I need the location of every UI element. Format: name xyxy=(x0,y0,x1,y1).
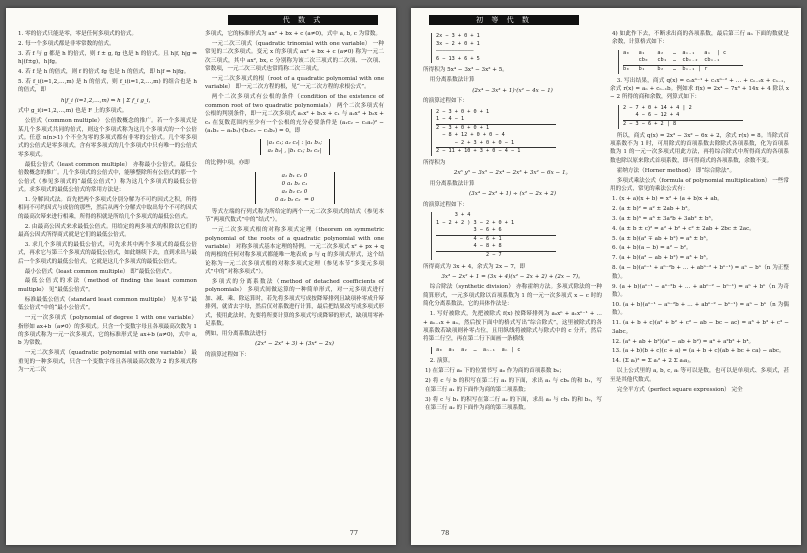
calculation-block: 2x − 3 + 0 + 1 3x − 2 + 0 + 1 ―――――――――――― 6 − 13 + 6 + 5 xyxy=(431,33,602,63)
page-number: 77 xyxy=(349,529,358,537)
entry-horner-method: 霍纳方法（Horner method） 即“综合除法”。 xyxy=(616,167,736,174)
entry-quadratic-polynomial: 一元二次多项式（quadratic polynomial with one variable） 最重见的一种多项式，只含一个变数字母且各项最高次数为 2 的多项式称为一元二次 xyxy=(18,350,197,374)
determinant-ratio: |a₁ c₁; a₂ c₂| : |a₁ b₁; a₂ b₂| , |b₁ c₁; b₂ c₂| xyxy=(260,139,330,155)
paragraph: 所得商式为 3x + 4，余式为 2x − 7，即 xyxy=(423,263,526,270)
paragraph: 2. 演算。 xyxy=(429,358,454,365)
paragraph: 多项式，它的标准形式为 ax² + bx + c (a≠0)，式中 a, b, c 为常数。 xyxy=(205,31,381,37)
formula-item: 2. (a ± b)² = a² ± 2ab + b²。 xyxy=(612,205,694,212)
paragraph: 用分离系数法计算 xyxy=(429,77,475,84)
formula-item: 8. (a − b)(aⁿ⁻¹ + aⁿ⁻²b + … + abⁿ⁻² + bⁿ⁻¹) = aⁿ − bⁿ（n 为正整数）。 xyxy=(612,265,789,280)
entry-linear-polynomial: 一元一次多项式（polynomial of degree 1 with one variable） 指形如 ax+b（a≠0）的多项式。只含一个变数字母且各项最高次数为 1 的多项式称为一元一次多项式，它的标准形式是 ax+b (a≠0)，式中 a, b 为常数。 xyxy=(18,315,197,347)
right-page-column-2 xyxy=(610,30,789,525)
entry-synthetic-division: 综合除法（synthetic division） 亦称霍纳方法。多项式除法的一种简算形式，一元多项式除以首项系数为 1 的一元一次多项式 x − c 时的简化分离系数法，它的具体作法是： xyxy=(423,284,602,308)
formula-item: 4. (a ± b ± c)² = a² + b² + c² ± 2ab + 2bc ± 2ac。 xyxy=(612,225,755,232)
entry-multiplication-formula: 多项式乘法公式（formula of polynomial multiplication） 一些常用的公式，常见的乘法公式有： xyxy=(610,177,789,193)
paragraph: 的比例中项，亦即 xyxy=(205,160,250,167)
list-item: 1) 在第三行 a₀ 下的位置书写 a₀ 作为商的首项系数 b₀； xyxy=(425,368,565,375)
paragraph: 1. 零的倍式只能是零，零是任何多项式的倍式。 xyxy=(18,31,137,37)
formula: 3x³ − 2x² + 1 = (3x + 4)(x² − 2x + 2) + (2x − 7)。 xyxy=(441,274,584,281)
resultant-determinant: a₁ b₁ c₁ 0 0 a₁ b₁ c₁ a₂ b₂ c₂ 0 0 a₂ b₂ c₂ = 0 xyxy=(255,172,335,204)
paragraph: 所得积为 5x⁴ − 3x³ − 3x² + 5。 xyxy=(423,67,508,74)
formula-item: 7. (a + b)(a² − ab + b²) = a³ + b³。 xyxy=(612,255,712,262)
entry-common-multiple: 公倍式（common multiple） 公倍数概念的推广。若一个多项式是某几个多项式共同的倍式，则这个多项式称为这几个多项式的一个公倍式。任意 n(n>1) 个不全为零的多项式都有非零的公倍式。几个零多项式的公倍式是零多项式，含有零多项式的几个多项式中只有唯一的公倍式零多项式。 xyxy=(18,118,197,158)
formula-item: 11. (a + b + c)(a² + b² + c² − ab − bc − ac) = a³ + b³ + c³ − 3abc。 xyxy=(612,320,789,335)
paragraph: 的演算过程如下： xyxy=(423,98,468,105)
formula-item: 3. (a ± b)³ = a³ ± 3a²b + 3ab² ± b³。 xyxy=(612,215,717,222)
formula-item: 5. (a ± b)(a² ∓ ab + b²) = a³ ± b³。 xyxy=(612,235,712,242)
entry: 最低公倍式的求法（method of finding the least common multiple） 见“最低公倍式”。 xyxy=(18,278,197,293)
right-page-column-1 xyxy=(423,30,602,525)
paragraph: 4. 若 f 是 h 的倍式，则 f 的倍式 fg 也是 h 的倍式，即 h|f ⇒ h|fg。 xyxy=(18,69,190,76)
formula: (2x³ − 2x² + 3) + (3x⁴ − 2x) xyxy=(255,341,334,348)
synthetic-division-example: 2 − 7 + 0 + 14 + 4 | 2 4 − 6 − 12 + 4 2 − 3 − 6 + 2 | 8 xyxy=(618,105,789,129)
paragraph: 例如，用分离系数法进行 xyxy=(205,330,267,337)
division-layout: 3 + 4 1 − 2 + 2 ) 3 − 2 + 0 + 1 3 − 6 + 6 4 − 6 + 1 4 − 8 + 8 2 − 7 xyxy=(431,212,602,260)
paragraph: 3. 写出结果，商式 q(x) = c₀xⁿ⁻¹ + c₁xⁿ⁻² + … + cₙ₋₂x + cₙ₋₁，余式 r(x) = aₙ + cₙ₋₁b。例如求 f(x) = 2x⁴ − 7x³ + 14x + 4 除以 x − 2 所得的商和余数，列算式如下： xyxy=(610,77,789,101)
formula: (3x⁴ − 2x³ + 1) ÷ (x² − 2x + 2) xyxy=(468,191,557,198)
right-page-banner: 初 等 代 数 xyxy=(429,15,579,25)
paragraph: 3. 求几个多项式的最低公倍式，可先求其中两个多项式的最低公倍式，再求它与第三个多项式的最低公倍式，如此继续下去，直到求出与最后一个多项式的最低公倍式，它就是这几个多项式的最低公倍式。 xyxy=(18,241,197,265)
paragraph: 1. 分解因式法。首先把两个多项式分别分解为不可约因式之积，所得相同不可约因式与成倍的那些，然后从两个分解式中取出每个不可约因式的最高次幂来进行相乘，所得的积就是所给几个多项式的最低公倍式。 xyxy=(18,196,197,220)
list-item: 3) 将 c 与 b₁ 的积写在第二行 a₂ 的下面，求出 a₂ 与 cb₁ 的和 b₂，写在第三行 a₂ 的下面作为商的第三项系数。 xyxy=(425,396,602,411)
paragraph: 以上公式里的 a, b, c, aᵢ 等可以是数，也可以是单项式、多项式，甚至是其他代数式。 xyxy=(610,368,789,383)
entry: 标准最低公倍式（standard least common multiple） 见本节“最低公倍式”中的“最小公倍式”。 xyxy=(18,296,197,312)
formula-item: 9. (a + b)(aⁿ⁻¹ − aⁿ⁻²b + … + abⁿ⁻² − bⁿ⁻¹) = aⁿ + bⁿ（n 为奇数）。 xyxy=(612,283,789,298)
formula: (2x⁴ − 3x³ + 1)·(x² − 4x − 1) xyxy=(472,87,553,94)
list-item: 4) 如此作下去，不断求出商的各项系数，最后第三行 aₙ 下面的数就是余数，计算格式如下： xyxy=(612,31,789,46)
formula-item: 1. (x + a)(x + b) = x² + (a + b)x + ab。 xyxy=(612,195,723,202)
formula-item: 12. (a² + ab + b²)(a² − ab + b²) = a⁴ + a²b² + b⁴。 xyxy=(612,338,755,345)
paragraph: 1. 写好被除式，先把被除式 f(x) 按降幂排列为 a₀xⁿ + a₁xⁿ⁻¹ + … + aₙ₋₁x + aₙ，然后按下面中的格式写出“综合除式”，这里被除式的各项系数若缺项则补零占位，且用纵线将被除式与除式中的 c 分开，然后将第二行空，再在第二行下面画一条横线 xyxy=(423,311,602,343)
paragraph: 等式左端的行列式称为所给定的两个一元二次多项式的结式（参见本节“两项代数式”中的“结式”）。 xyxy=(205,208,384,224)
page-number: 78 xyxy=(441,529,450,537)
paragraph: 2. 由最高公因式来求最低公倍式。用给定的两多项式的积除以它们的最高公因式所得商式就是它们的最低公倍式。 xyxy=(18,223,197,238)
multiplication-layout: 2 − 3 + 0 + 0 + 1 1 − 4 − 1 2 − 3 + 0 + 0 + 1 − 8 + 12 + 0 + 0 − 4 − 2 + 3 + 0 + 0 − 1 2 − 11 + 10 + 3 + 0 − 4 − 1 xyxy=(431,109,602,157)
formula: 2x⁶ y⁵ − 3x⁵ − 2x⁴ − 2x³ + 3x² − 6x − 1。 xyxy=(453,170,572,177)
entry-perfect-square: 完全平方式（perfect square expression） 完全 xyxy=(616,386,743,393)
paragraph: 2. 每一个多项式都是非零常数的倍式。 xyxy=(18,40,115,47)
formula-item: 6. (a + b)(a − b) = a² − b²。 xyxy=(612,245,692,252)
paragraph: 所以，商式 q(x) = 2x³ − 3x² − 6x + 2，余式 r(x) = 8。当除式首项系数不为 1 时，可用除式的首项系数去除除式各项系数，化为首项系数为 1 的一元一次多项式用此方法，再将综合除式中所得商式的各项系数也除以原来除式首项系数，即可得商式的各项系数，余数不变。 xyxy=(610,132,789,164)
formula-item: 13. (a + b)(b + c)(c + a) = (a + b + c)(ab + bc + ca) − abc。 xyxy=(612,348,785,355)
formula-item: 10. (a + b)(aⁿ⁻¹ − aⁿ⁻²b + … + abⁿ⁻² − bⁿ⁻¹) = aⁿ − bⁿ（n 为偶数）。 xyxy=(612,301,789,317)
paragraph: 式中 g_i(i=1,2,…,m) 也是 F 上的多项式。 xyxy=(18,108,128,115)
synthetic-division-layout: a₀ a₁ a₂ … aₙ₋₁ aₙ | c xyxy=(431,347,602,355)
left-page-column-2 xyxy=(205,30,384,525)
paragraph: 的演算过程如下： xyxy=(205,351,250,358)
left-page xyxy=(6,8,396,545)
entry-quadratic-root: 一元二次多项式的根（root of a quadratic polynomial with one variable） 即一元二次方程的根，见“一元二次方程的求根公式”。 xyxy=(205,76,384,91)
left-page-column-1 xyxy=(18,30,197,525)
entry-quadratic-trinomial: 一元二次三项式（quadratic trinomial with one variable） 一种常见的二次多项式。变元 x 的多项式 ax² + bx + c (a≠0) 称为一元二次三项式，其中 ax², bx, c 分别称为该二次三项式的二次项、一次项、常数项，一元二次三项式也常简称二次三项式。 xyxy=(205,40,384,73)
formula-item: 14. (Σ aᵢ)² = Σ aᵢ² + 2 Σ aᵢaⱼ。 xyxy=(612,358,695,365)
list-item: 2) 将 c 与 b 的积写在第二行 a₁ 的下面，求出 a₁ 与 cb₀ 的和 b₁，写在第三行 a₁ 的下面作为商的第二项系数； xyxy=(425,378,602,393)
formula: h|f_i (i=1,2,…,m) ⇒ h | Σ f_i g_i， xyxy=(60,97,155,104)
entry-least-common-multiple: 最低公倍式（least common multiple） 亦称最小公倍式。最低公倍数概念的推广。几个多项式的公倍式中，能够整除所有公倍式的那一个公倍式（参见多项式的“最低公倍式”）称为这几个多项式的最低公倍式。求多项式的最低公倍式的常用方法是： xyxy=(18,161,197,193)
paragraph: 的演算过程如下： xyxy=(423,201,468,208)
paragraph: 用分离系数法计算 xyxy=(429,180,475,187)
paragraph: 3. 若 f 与 g 都是 h 的倍式，则 f ± g, fg 也是 h 的倍式。且 h|f, h|g ⇒ h|(f±g)，h|fg。 xyxy=(18,50,197,66)
entry-symmetric-polynomial: 一元二次多项式根的对称多项式定理（theorem on symmetric polynomial of the roots of a quadratic polynomial with one variable） 对称多项式基本定理的特例。一元二次多项式 x² + px + q 的两根的任何对称多项式都能唯一地表成 p 与 q 的多项式形式，这个结论称为一元二次多项式根的对称多项式定理（参见本节“多变元多项式”中的“对称多项式”）。 xyxy=(205,227,384,276)
right-page xyxy=(411,8,801,545)
synthetic-division-format: a₀ a₁ a₂ … aₙ₋₁ aₙ | c cb₀ cb₁ … cbₙ₋₂ cbₙ₋₁ b₀ b₁ b₂ … bₙ₋₁ | r xyxy=(618,50,789,74)
entry-common-root-condition: 两个二次多项式有公根的条件（condition of the existence of common root of two quadratic polynomials） 两个二次多项式有公根的判别条件，即一元二次多项式 a₁x² + b₁x + c₁ 与 a₂x² + b₂x + c₂ 在复数范围内至少有一个公根的充分必要条件是 (a₁c₂ − c₁a₂)² − (a₁b₂ − a₂b₁)·(b₁c₂ − c₁b₂) = 0，即 xyxy=(205,94,384,134)
left-page-banner: 代 数 式 xyxy=(228,15,378,25)
paragraph: 所得积为 xyxy=(423,160,446,167)
paragraph: 5. 若 f_i(i=1,2,…,m) 是 h 的倍式，则 f_i(i=1,2,…,m) 的组合也是 h 的倍式，即 xyxy=(18,79,197,94)
entry-detached-coefficients: 多项式的分离系数法（method of detached coefficients of polynomials） 多项式间做运算的一种简单形式，对一元多项式进行加、减、乘、除运算时，若先将多项式写成按降幂排列且缺项补零成升幂排列，就省去字母，然后仅对系数进行计算，最后把结果改写成多项式形式，使用此法时，先要将所要计算的多项式写成降幂的形式，缺项用零补足系数。 xyxy=(205,279,384,328)
entry: 最小公倍式（least common multiple） 即“最低公倍式”。 xyxy=(24,268,176,275)
